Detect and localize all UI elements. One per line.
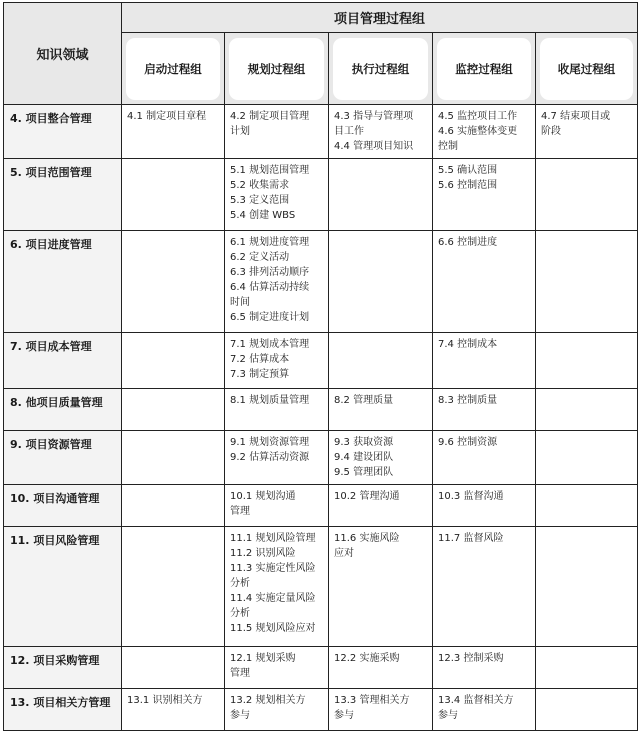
process-cell — [536, 647, 638, 689]
process-line: 5.2 收集需求 — [230, 180, 290, 191]
process-line: 目工作 — [334, 126, 364, 137]
process-group-label: 执行过程组 — [333, 38, 428, 100]
process-line: 9.2 估算活动资源 — [230, 452, 310, 463]
process-line: 4.4 管理项目知识 — [334, 141, 414, 152]
process-line: 计划 — [230, 126, 250, 137]
process-line: 9.6 控制资源 — [438, 437, 498, 448]
process-line: 11.1 规划风险管理 — [230, 533, 316, 544]
process-line: 11.7 监督风险 — [438, 533, 504, 544]
process-line: 4.7 结束项目或 — [541, 111, 611, 122]
process-cell — [329, 159, 433, 231]
knowledge-area-label: 10. 项目沟通管理 — [4, 485, 122, 527]
process-line: 10.2 管理沟通 — [334, 491, 400, 502]
process-group-header — [329, 33, 433, 105]
process-line: 7.3 制定预算 — [230, 369, 290, 380]
process-line: 13.2 规划相关方 — [230, 695, 306, 706]
process-cell — [122, 431, 225, 485]
process-group-header — [122, 33, 225, 105]
process-cell — [536, 333, 638, 389]
process-cell — [536, 231, 638, 333]
process-cell — [433, 105, 536, 159]
process-group-label: 收尾过程组 — [540, 38, 633, 100]
process-line: 5.1 规划范围管理 — [230, 165, 310, 176]
process-cell — [329, 689, 433, 731]
process-line: 11.2 识别风险 — [230, 548, 296, 559]
process-cell — [122, 389, 225, 431]
process-group-header — [433, 33, 536, 105]
process-cell — [225, 689, 329, 731]
process-cell — [225, 431, 329, 485]
process-cell — [536, 159, 638, 231]
process-cell — [329, 333, 433, 389]
process-line: 应对 — [334, 548, 354, 559]
process-cell — [433, 527, 536, 647]
knowledge-area-label: 11. 项目风险管理 — [4, 527, 122, 647]
process-cell — [329, 431, 433, 485]
process-cell — [122, 689, 225, 731]
process-group-label: 启动过程组 — [126, 38, 220, 100]
process-line: 10.1 规划沟通 — [230, 491, 296, 502]
process-line: 11.5 规划风险应对 — [230, 623, 316, 634]
process-line: 11.3 实施定性风险 — [230, 563, 316, 574]
process-cell — [536, 485, 638, 527]
knowledge-area-label: 8. 他项目质量管理 — [4, 389, 122, 431]
process-line: 4.3 指导与管理项 — [334, 111, 414, 122]
process-line: 4.5 监控项目工作 — [438, 111, 518, 122]
process-cell — [536, 527, 638, 647]
process-cell — [122, 485, 225, 527]
process-cell — [225, 647, 329, 689]
process-cell — [329, 105, 433, 159]
process-line: 5.5 确认范围 — [438, 165, 498, 176]
process-group-header — [225, 33, 329, 105]
process-line: 13.4 监督相关方 — [438, 695, 514, 706]
process-line: 6.4 估算活动持续 — [230, 282, 310, 293]
process-line: 控制 — [438, 141, 458, 152]
process-cell — [225, 231, 329, 333]
process-line: 管理 — [230, 668, 250, 679]
process-cell — [225, 527, 329, 647]
process-line: 11.4 实施定量风险 — [230, 593, 316, 604]
process-line: 8.1 规划质量管理 — [230, 395, 310, 406]
process-line: 管理 — [230, 506, 250, 517]
table-row — [4, 689, 638, 731]
process-line: 8.2 管理质量 — [334, 395, 394, 406]
process-cell — [122, 231, 225, 333]
table-row — [4, 333, 638, 389]
process-line: 7.2 估算成本 — [230, 354, 290, 365]
process-line: 6.5 制定进度计划 — [230, 312, 310, 323]
knowledge-area-label: 6. 项目进度管理 — [4, 231, 122, 333]
knowledge-area-label: 13. 项目相关方管理 — [4, 689, 122, 731]
process-line: 参与 — [230, 710, 250, 721]
process-cell — [433, 485, 536, 527]
process-line: 12.2 实施采购 — [334, 653, 400, 664]
process-cell — [122, 647, 225, 689]
process-group-label: 监控过程组 — [437, 38, 531, 100]
process-line: 7.1 规划成本管理 — [230, 339, 310, 350]
process-cell — [433, 159, 536, 231]
process-cell — [225, 485, 329, 527]
process-cell — [329, 527, 433, 647]
process-line: 7.4 控制成本 — [438, 339, 498, 350]
table-row — [4, 527, 638, 647]
process-group-label: 规划过程组 — [229, 38, 324, 100]
process-line: 12.3 控制采购 — [438, 653, 504, 664]
table-row — [4, 105, 638, 159]
process-line: 13.3 管理相关方 — [334, 695, 410, 706]
process-line: 4.6 实施整体变更 — [438, 126, 518, 137]
process-line: 8.3 控制质量 — [438, 395, 498, 406]
process-line: 时间 — [230, 297, 250, 308]
process-cell — [433, 431, 536, 485]
table-row — [4, 389, 638, 431]
process-line: 参与 — [438, 710, 458, 721]
process-cell — [122, 105, 225, 159]
process-cell — [536, 389, 638, 431]
process-cell — [225, 159, 329, 231]
corner-header: 知识领域 — [4, 3, 122, 105]
process-line: 6.6 控制进度 — [438, 237, 498, 248]
process-cell — [225, 333, 329, 389]
process-line: 阶段 — [541, 126, 561, 137]
process-line: 9.5 管理团队 — [334, 467, 394, 478]
process-cell — [433, 389, 536, 431]
process-cell — [536, 105, 638, 159]
process-line: 9.4 建设团队 — [334, 452, 394, 463]
process-line: 4.1 制定项目章程 — [127, 111, 207, 122]
process-line: 4.2 制定项目管理 — [230, 111, 310, 122]
knowledge-area-label: 4. 项目整合管理 — [4, 105, 122, 159]
process-line: 11.6 实施风险 — [334, 533, 400, 544]
process-group-header — [536, 33, 638, 105]
process-line: 6.3 排列活动顺序 — [230, 267, 310, 278]
process-cell — [225, 389, 329, 431]
process-cell — [329, 647, 433, 689]
process-cell — [536, 431, 638, 485]
group-title: 项目管理过程组 — [122, 3, 638, 33]
table-row — [4, 647, 638, 689]
knowledge-area-label: 7. 项目成本管理 — [4, 333, 122, 389]
process-cell — [433, 689, 536, 731]
process-line: 6.1 规划进度管理 — [230, 237, 310, 248]
knowledge-area-label: 9. 项目资源管理 — [4, 431, 122, 485]
process-cell — [329, 485, 433, 527]
process-line: 分析 — [230, 608, 250, 619]
process-line: 9.3 获取资源 — [334, 437, 394, 448]
knowledge-area-label: 12. 项目采购管理 — [4, 647, 122, 689]
table-row — [4, 485, 638, 527]
process-cell — [433, 647, 536, 689]
process-line: 6.2 定义活动 — [230, 252, 290, 263]
process-cell — [329, 231, 433, 333]
process-cell — [122, 159, 225, 231]
process-line: 5.3 定义范围 — [230, 195, 290, 206]
process-cell — [433, 231, 536, 333]
process-line: 参与 — [334, 710, 354, 721]
process-cell — [122, 527, 225, 647]
process-cell — [536, 689, 638, 731]
process-cell — [225, 105, 329, 159]
process-line: 5.6 控制范围 — [438, 180, 498, 191]
process-line: 5.4 创建 WBS — [230, 210, 296, 221]
process-cell — [122, 333, 225, 389]
process-cell — [329, 389, 433, 431]
knowledge-area-process-table — [3, 2, 638, 731]
knowledge-area-label: 5. 项目范围管理 — [4, 159, 122, 231]
table-row — [4, 431, 638, 485]
process-line: 9.1 规划资源管理 — [230, 437, 310, 448]
process-line: 10.3 监督沟通 — [438, 491, 504, 502]
process-line: 12.1 规划采购 — [230, 653, 296, 664]
process-table-wrapper — [3, 2, 637, 726]
process-cell — [433, 333, 536, 389]
table-row — [4, 159, 638, 231]
process-line: 分析 — [230, 578, 250, 589]
process-line: 13.1 识别相关方 — [127, 695, 203, 706]
table-row — [4, 231, 638, 333]
